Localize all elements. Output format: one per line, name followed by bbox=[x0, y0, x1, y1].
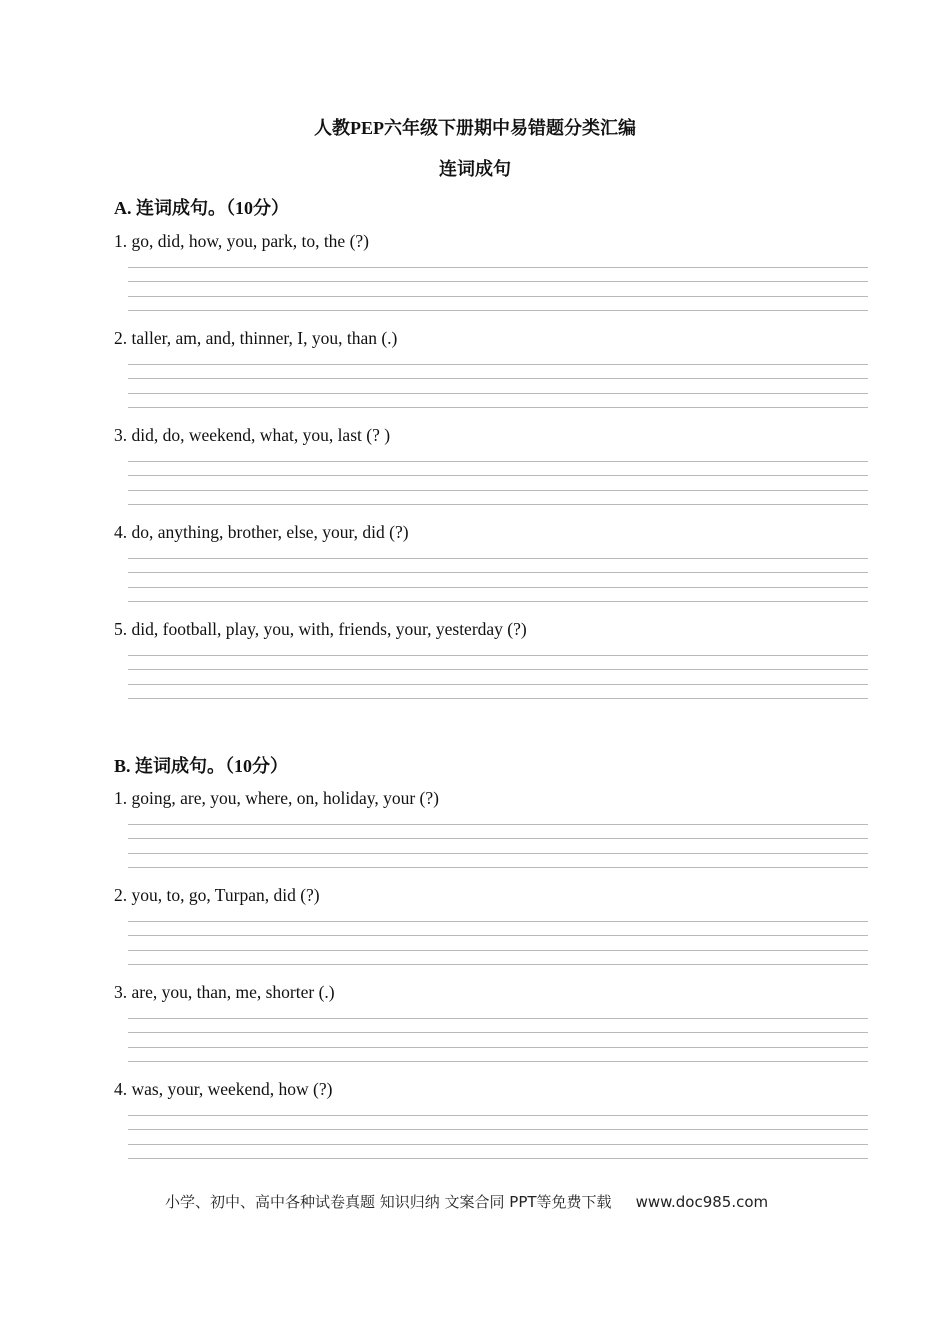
answer-lines-a1[interactable] bbox=[128, 267, 868, 313]
page-footer bbox=[165, 1191, 768, 1212]
footer-url-link[interactable]: www.doc985.com bbox=[635, 1193, 769, 1211]
section-a-question-2: 2. taller, am, and, thinner, I, you, than (.) bbox=[114, 328, 398, 348]
section-a-question-5: 5. did, football, play, you, with, friends, your, yesterday (?) bbox=[114, 619, 527, 639]
section-a-question-4: 4. do, anything, brother, else, your, did (?) bbox=[114, 522, 409, 542]
section-b-question-1: 1. going, are, you, where, on, holiday, your (?) bbox=[114, 788, 439, 808]
footer-text: 小学、初中、高中各种试卷真题 知识归纳 文案合同 PPT等免费下载 bbox=[165, 1193, 612, 1211]
document-subtitle: 连词成句 bbox=[439, 159, 511, 179]
answer-lines-b3[interactable] bbox=[128, 1018, 868, 1064]
answer-lines-b1[interactable] bbox=[128, 824, 868, 870]
section-b-question-4: 4. was, your, weekend, how (?) bbox=[114, 1079, 333, 1099]
section-b-heading: B. 连词成句。（10分） bbox=[114, 756, 289, 776]
section-b-question-3: 3. are, you, than, me, shorter (.) bbox=[114, 982, 335, 1002]
section-a-heading: A. 连词成句。（10分） bbox=[114, 198, 289, 218]
section-a-question-1: 1. go, did, how, you, park, to, the (?) bbox=[114, 231, 369, 251]
document-title: 人教PEP六年级下册期中易错题分类汇编 bbox=[314, 118, 636, 138]
answer-lines-b2[interactable] bbox=[128, 921, 868, 967]
answer-lines-a2[interactable] bbox=[128, 364, 868, 410]
answer-lines-a5[interactable] bbox=[128, 655, 868, 701]
answer-lines-b4[interactable] bbox=[128, 1115, 868, 1161]
answer-lines-a3[interactable] bbox=[128, 461, 868, 507]
section-a-question-3: 3. did, do, weekend, what, you, last (? ) bbox=[114, 425, 391, 445]
answer-lines-a4[interactable] bbox=[128, 558, 868, 604]
section-b-question-2: 2. you, to, go, Turpan, did (?) bbox=[114, 885, 320, 905]
